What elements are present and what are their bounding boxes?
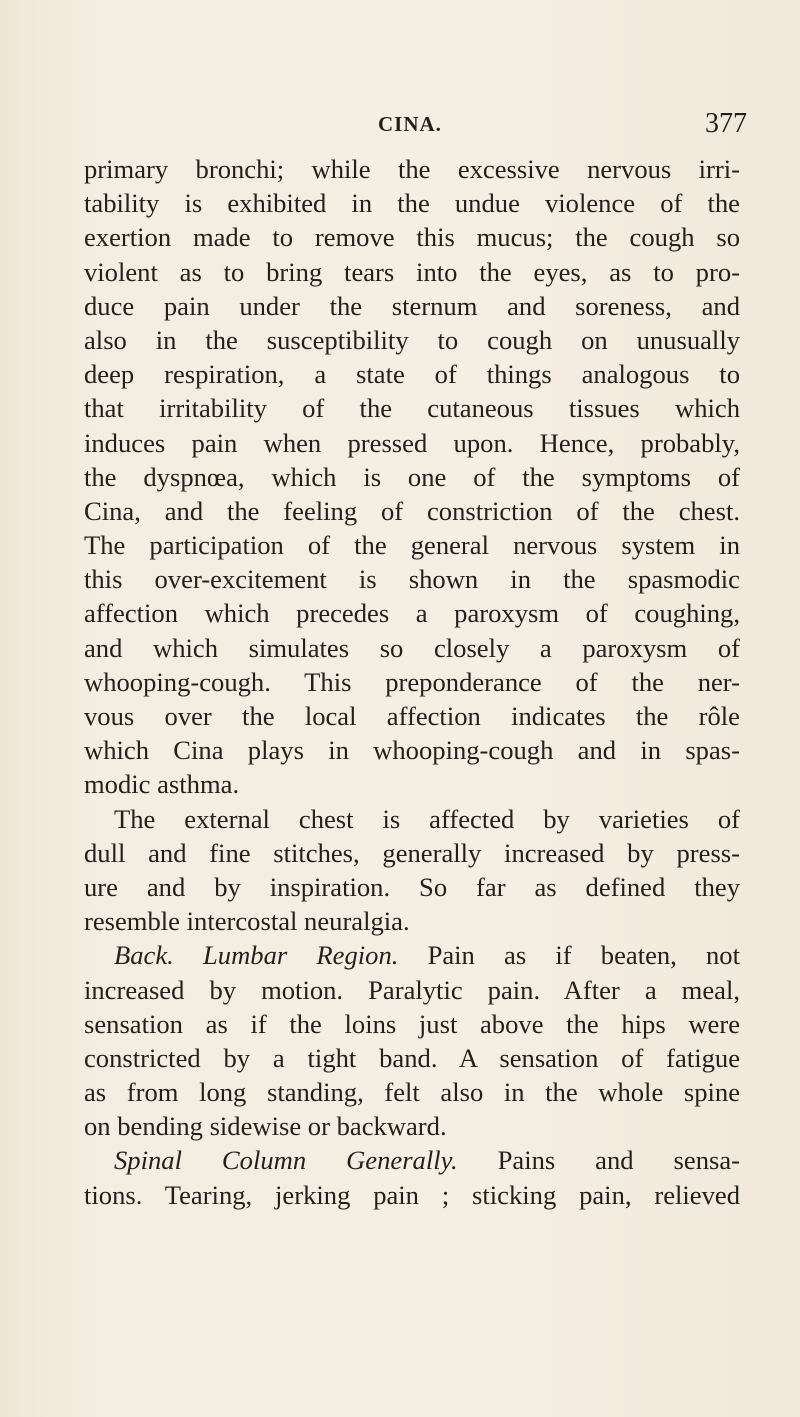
text-line: primary bronchi; while the excessive nervous irri- — [84, 154, 740, 184]
text-line: modic asthma. — [84, 769, 240, 800]
spinal-section-text: Pains and sensa- — [497, 1145, 740, 1176]
text-line: and which simulates so closely a paroxysm of — [84, 632, 740, 663]
heading-lumbar-region: Lumbar Region. — [203, 940, 399, 971]
text-line: tability is exhibited in the undue violence of the — [84, 188, 740, 219]
text-line: vous over the local affection indicates the rôle — [84, 701, 740, 731]
body-text — [84, 152, 740, 1212]
text-line: Cina, and the feeling of constriction of the chest. — [84, 495, 740, 526]
text-line: violent as to bring tears into the eyes, as to pro- — [84, 256, 740, 287]
back-section-text: Pain as if beaten, not — [427, 940, 740, 971]
text-line: whooping-cough. This preponderance of the ner- — [84, 666, 740, 697]
text-line: that irritability of the cutaneous tissues which — [84, 393, 740, 424]
page-header — [0, 108, 800, 148]
text-line: dull and fine stitches, generally increased by press- — [84, 837, 740, 868]
text-line: affection which precedes a paroxysm of coughing, — [84, 598, 740, 629]
text-line: on bending sidewise or backward. — [84, 1111, 447, 1142]
text-line: induces pain when pressed upon. Hence, probably, — [84, 427, 740, 458]
heading-spinal-column: Spinal Column Generally. — [114, 1145, 458, 1176]
text-line: as from long standing, felt also in the whole spine — [84, 1077, 740, 1108]
heading-back: Back. — [114, 940, 174, 971]
text-line: which Cina plays in whooping-cough and in spas- — [84, 735, 740, 766]
text-line: increased by motion. Paralytic pain. After a meal, — [84, 974, 740, 1005]
back-section-line — [84, 938, 740, 972]
text-line: sensation as if the loins just above the hips were — [84, 1008, 740, 1039]
text-line: The participation of the general nervous system in — [84, 530, 740, 561]
text-line: exertion made to remove this mucus; the cough so — [84, 222, 740, 253]
text-line: the dyspnœa, which is one of the symptoms of — [84, 461, 740, 492]
running-head: CINA. — [378, 112, 442, 136]
text-line: deep respiration, a state of things analogous to — [84, 359, 740, 390]
text-line: ure and by inspiration. So far as defined they — [84, 871, 740, 902]
text-line: this over-excitement is shown in the spasmodic — [84, 564, 740, 595]
text-line: constricted by a tight band. A sensation of fatigue — [84, 1042, 740, 1073]
text-line: also in the susceptibility to cough on unusually — [84, 324, 740, 355]
paragraph-start-line: The external chest is affected by varieties of — [114, 803, 740, 834]
text-line: tions. Tearing, jerking pain ; sticking pain, relieved — [84, 1179, 740, 1210]
text-line: duce pain under the sternum and soreness, and — [84, 290, 740, 321]
page-number: 377 — [705, 108, 747, 139]
spinal-section-line — [84, 1143, 740, 1177]
text-line: resemble intercostal neuralgia. — [84, 906, 410, 937]
